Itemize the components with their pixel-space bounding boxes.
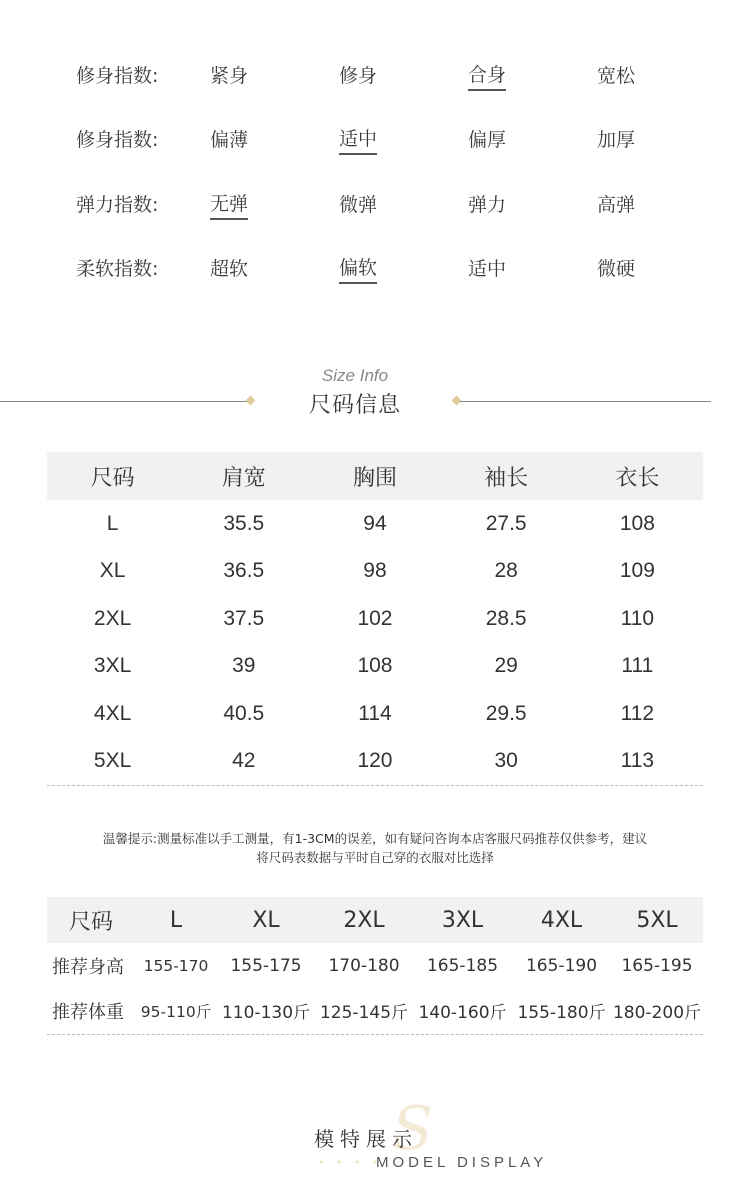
fit-row-slim	[0, 61, 750, 101]
fit-row-label: 柔软指数:	[76, 258, 159, 280]
table-cell: 28.5	[485, 606, 527, 630]
table-cell: 113	[620, 749, 655, 773]
table-divider	[47, 1034, 703, 1035]
tip-line: 温馨提示:测量标准以手工测量，有1-3CM的误差，如有疑问咨询本店客服尺码推荐仅供参考，建议	[102, 831, 648, 846]
table-cell: 36.5	[223, 559, 265, 583]
model-display-title-cn: 模特展示	[314, 1127, 418, 1151]
column-header: 肩宽	[221, 465, 266, 491]
recommend-height-row	[47, 943, 703, 988]
table-cell: 108	[619, 511, 655, 535]
table-cell: 170-180	[328, 955, 400, 976]
fit-option: 微弹	[339, 194, 378, 216]
table-cell: 94	[363, 511, 387, 535]
table-cell: 98	[363, 559, 387, 583]
column-header: XL	[252, 907, 280, 933]
fit-option-selected: 无弹	[210, 190, 248, 220]
fit-option: 微硬	[597, 258, 636, 280]
fit-option-selected: 合身	[468, 61, 506, 91]
table-cell: 155-180斤	[517, 1003, 606, 1023]
fit-option: 适中	[468, 258, 507, 280]
table-cell: 108	[357, 654, 393, 678]
table-row	[47, 548, 703, 596]
fit-option: 紧身	[210, 65, 249, 87]
column-header: 4XL	[540, 907, 583, 933]
table-cell: 155-170	[143, 956, 209, 975]
size-tip	[47, 829, 703, 867]
fit-option-selected: 适中	[339, 125, 377, 155]
recommend-weight-row	[47, 988, 703, 1033]
fit-option: 偏厚	[468, 129, 507, 151]
table-row	[47, 690, 703, 738]
fit-option-selected: 偏软	[339, 254, 377, 284]
fit-option: 修身	[339, 65, 378, 87]
table-row	[47, 643, 703, 691]
table-cell: 27.5	[485, 511, 527, 535]
column-header: L	[169, 907, 183, 933]
table-cell: 111	[621, 654, 654, 678]
table-cell: 112	[620, 701, 655, 725]
fit-option: 加厚	[597, 129, 636, 151]
table-cell: 180-200斤	[612, 1003, 702, 1023]
column-header: 3XL	[441, 907, 484, 933]
model-display-title-en: MODEL DISPLAY	[376, 1154, 548, 1171]
size-table-header-row	[47, 452, 703, 500]
tip-line: 将尺码表数据与平时自己穿的衣服对比选择	[256, 850, 494, 865]
table-cell: 3XL	[93, 654, 132, 678]
table-cell: 35.5	[223, 511, 265, 535]
table-cell: 30	[494, 749, 518, 773]
table-cell: 165-185	[426, 955, 499, 976]
table-cell: 125-145斤	[319, 1003, 409, 1023]
table-cell: 5XL	[93, 749, 132, 773]
table-cell: 40.5	[223, 701, 265, 725]
table-cell: 110	[620, 606, 655, 630]
column-header: 尺码	[90, 465, 135, 491]
column-header: 胸围	[352, 465, 397, 491]
decorative-dots: • • • •	[318, 1156, 383, 1169]
column-header: 5XL	[636, 907, 678, 933]
recommend-header-row	[47, 897, 703, 943]
fit-option: 宽松	[597, 65, 636, 87]
fit-option: 高弹	[597, 194, 636, 216]
table-cell: 165-195	[621, 955, 693, 976]
table-cell: 165-190	[525, 955, 598, 976]
size-info-header	[0, 362, 750, 422]
table-cell: 28	[494, 559, 518, 583]
column-header: 尺码	[68, 909, 113, 935]
size-info-title-en: Size Info	[321, 366, 389, 385]
decorative-letter: S	[392, 1094, 434, 1164]
table-row	[47, 595, 703, 643]
header-divider-right	[460, 401, 711, 402]
row-header: 推荐体重	[52, 1001, 124, 1023]
fit-row-thickness	[0, 125, 750, 165]
table-row	[47, 500, 703, 548]
fit-option: 超软	[210, 258, 249, 280]
table-cell: 29.5	[485, 701, 527, 725]
table-cell: 42	[232, 749, 256, 773]
table-cell: 102	[357, 606, 393, 630]
table-cell: 95-110斤	[140, 1002, 212, 1021]
column-header: 2XL	[343, 907, 385, 933]
fit-row-label: 弹力指数:	[76, 194, 159, 216]
table-cell: 37.5	[223, 606, 265, 630]
table-cell: 39	[232, 654, 256, 678]
fit-option: 弹力	[468, 194, 507, 216]
table-row	[47, 738, 703, 786]
recommend-table	[47, 897, 703, 1033]
table-cell: 4XL	[93, 701, 132, 725]
table-cell: L	[106, 511, 119, 535]
table-cell: 140-160斤	[418, 1003, 507, 1023]
table-cell: 2XL	[93, 606, 132, 630]
model-display-section	[0, 1094, 750, 1200]
fit-row-elasticity	[0, 190, 750, 230]
fit-row-label: 修身指数:	[76, 129, 159, 151]
table-cell: XL	[99, 559, 126, 583]
table-cell: 109	[619, 559, 655, 583]
table-cell: 155-175	[230, 955, 302, 976]
header-divider-left	[0, 401, 248, 402]
column-header: 衣长	[615, 465, 660, 491]
table-divider	[47, 785, 703, 786]
column-header: 袖长	[484, 465, 529, 491]
table-cell: 29	[494, 654, 518, 678]
fit-option: 偏薄	[210, 129, 249, 151]
row-header: 推荐身高	[52, 956, 124, 978]
size-table	[47, 452, 703, 785]
size-info-title-cn: 尺码信息	[308, 393, 401, 418]
fit-row-softness	[0, 254, 750, 294]
table-cell: 114	[358, 701, 392, 725]
table-cell: 120	[357, 749, 393, 773]
table-cell: 110-130斤	[221, 1003, 311, 1023]
fit-row-label: 修身指数:	[76, 65, 159, 87]
